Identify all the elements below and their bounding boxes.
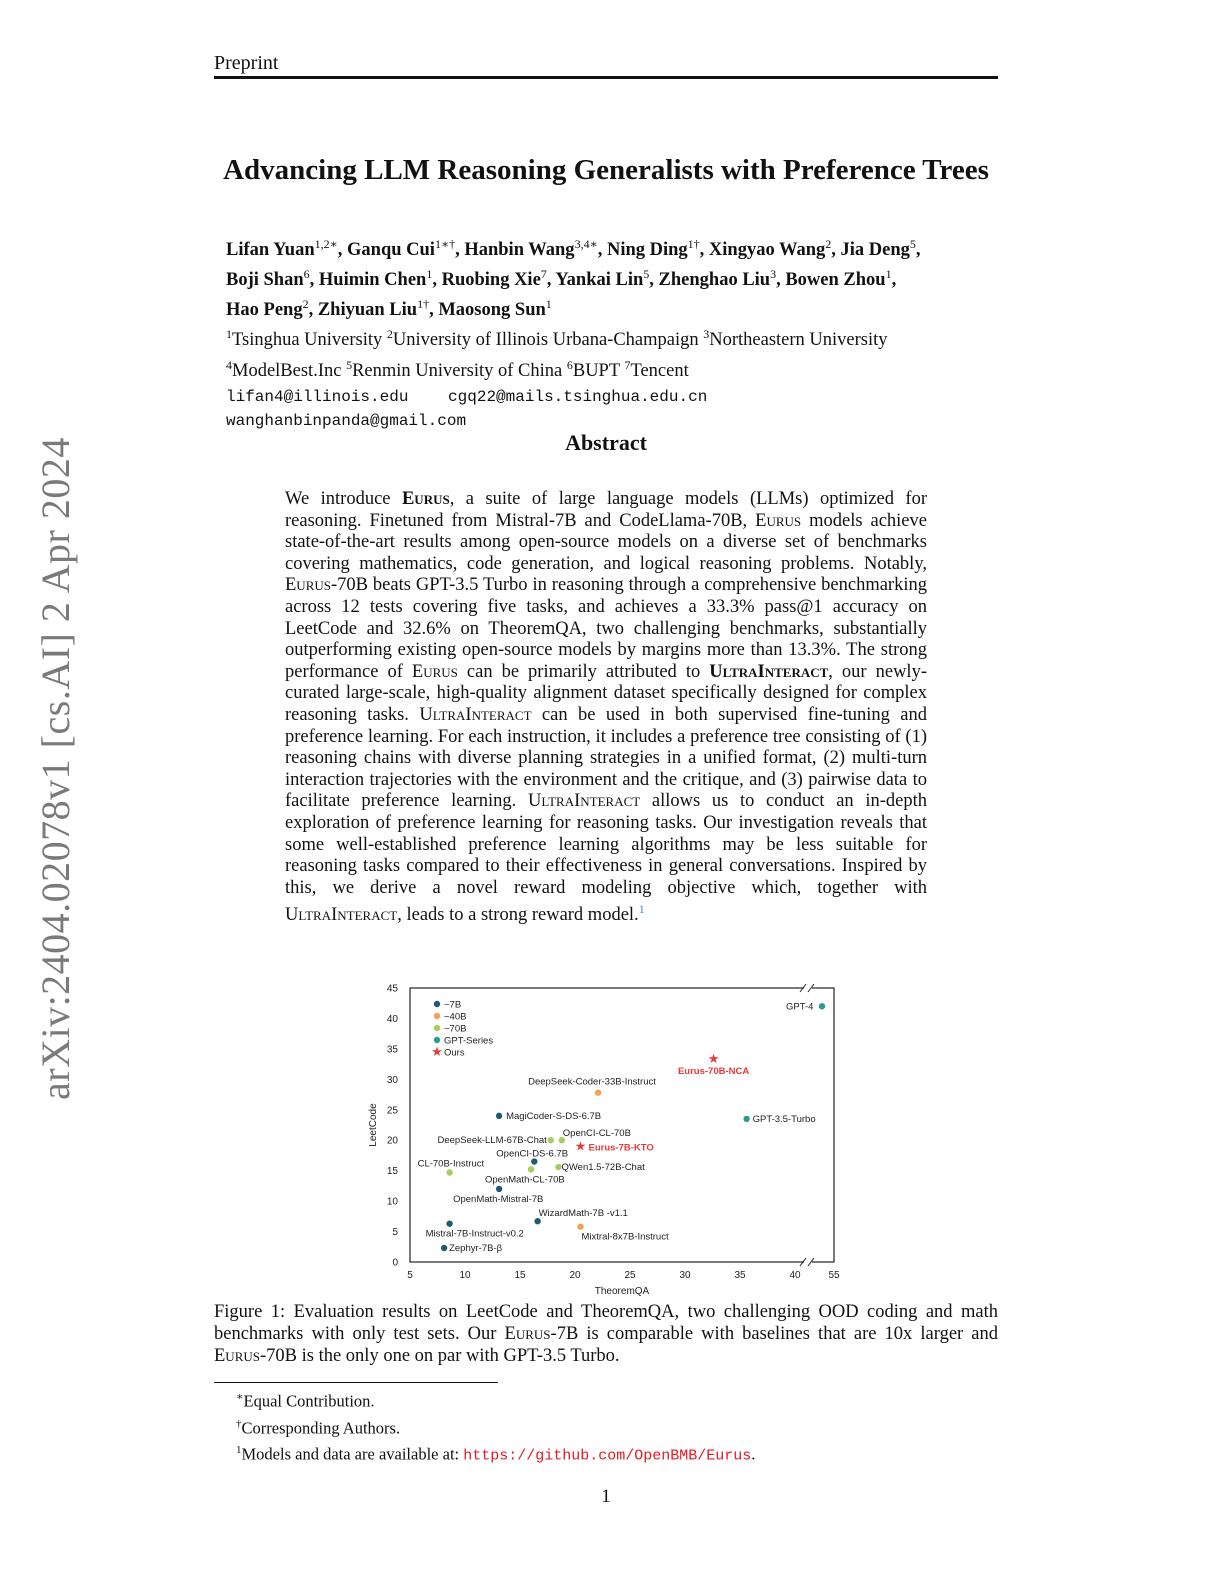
page-number: 1	[601, 1486, 611, 1507]
point-label: OpenCI-CL-70B	[562, 1128, 631, 1140]
affiliation-name: Tsinghua University	[232, 330, 383, 351]
legend-label: GPT-Series	[444, 1035, 494, 1047]
plot-frame	[410, 988, 834, 1262]
author-affiliation-marker: 6	[303, 267, 310, 282]
author-name: Hanbin Wang	[464, 240, 575, 261]
point-label: Mistral-7B-Instruct-v0.2	[425, 1228, 524, 1240]
abstract-text: -70B beats GPT-3.5 Turbo in reasoning through a comprehensive benchmarking across 12 tests covering five tasks, and achieves a 33.3% pass@1 accuracy on LeetCode and 32.6% on TheoremQA, two challenging benchmarks, substantially outperforming existing open-source models by margins more than 13.3%. The strong performance of	[285, 575, 927, 682]
footnote-text: Models and data are available at:	[241, 1444, 464, 1464]
data-point	[446, 1220, 452, 1226]
footnote	[236, 1413, 996, 1440]
x-tick-label: 15	[514, 1270, 526, 1281]
affiliation-marker: 6	[566, 357, 573, 372]
point-label: Zephyr-7B-β	[449, 1242, 503, 1254]
y-axis-label: LeetCode	[368, 1103, 379, 1147]
affiliation-marker: 4	[226, 357, 232, 372]
y-tick-label: 25	[386, 1105, 398, 1117]
small-caps-name: UltraInteract	[709, 661, 829, 682]
footnote-rule	[214, 1382, 498, 1383]
point-label: DeepSeek-Coder-33B-Instruct	[528, 1076, 656, 1088]
abstract-text: We introduce	[285, 489, 402, 509]
x-tick-label: 10	[459, 1270, 471, 1281]
ours-star-point: ★	[574, 1138, 587, 1154]
affiliation-name: University of Illinois Urbana-Champaign	[392, 330, 699, 351]
point-label: MagiCoder-S-DS-6.7B	[506, 1110, 602, 1122]
affiliation-name: Tencent	[630, 360, 689, 381]
x-tick-label: 5	[407, 1270, 413, 1281]
ours-star-point: ★	[707, 1051, 720, 1067]
author-name: Ganqu Cui	[347, 240, 435, 261]
abstract-text: can be primarily attributed to	[457, 661, 710, 682]
small-caps-name: Eurus	[411, 661, 458, 682]
email-list	[226, 385, 1016, 433]
author-name: Ruobing Xie	[441, 270, 541, 291]
x-tick-label: 20	[569, 1270, 581, 1281]
author-affiliation-marker: 3	[770, 267, 777, 282]
author-affiliation-marker: 1	[885, 267, 892, 282]
email-address[interactable]: cgq22@mails.tsinghua.edu.cn	[448, 387, 708, 406]
x-tick-label: 35	[734, 1270, 746, 1281]
y-tick-label: 5	[392, 1227, 398, 1239]
author-block	[226, 232, 1016, 433]
legend-marker	[434, 1025, 440, 1031]
x-tick-label: 25	[624, 1270, 636, 1281]
data-point	[577, 1223, 583, 1229]
affiliation-marker: 5	[346, 357, 353, 372]
caption-text: Figure 1: Evaluation results on LeetCode and TheoremQA, two challenging OOD coding and math benchmarks with only test sets. Our	[214, 1302, 998, 1344]
author-affiliation-marker: 1	[426, 267, 433, 282]
y-tick-label: 40	[386, 1013, 398, 1025]
author-name: Zhenghao Liu	[658, 270, 771, 291]
point-label: DeepSeek-LLM-67B-Chat	[437, 1135, 547, 1147]
point-label: WizardMath-7B -v1.1	[538, 1208, 628, 1220]
point-label: GPT-4	[786, 1001, 814, 1013]
author-affiliation-marker: 1	[545, 297, 552, 312]
footnote-mark: †	[236, 1417, 242, 1430]
data-point	[528, 1166, 534, 1172]
footnote-text: Equal Contribution.	[243, 1391, 375, 1411]
abstract-text: allows us to conduct an in-depth exploration of preference learning for reasoning tasks. Our investigation reveals that some well-established preference learning algorithms may be less suitable for reasoning tasks compared to their effectiveness in general conversations. Inspired by this, we derive a novel reward modeling objective which, together with	[285, 791, 927, 898]
author-affiliation-marker: 5	[643, 267, 650, 282]
paper-title: Advancing LLM Reasoning Generalists with Preference Trees	[223, 154, 989, 186]
legend-marker	[434, 1037, 440, 1043]
author-name: Yankai Lin	[555, 270, 644, 291]
data-point	[496, 1113, 502, 1119]
author-name: Bowen Zhou	[785, 270, 886, 291]
figure-caption	[214, 1301, 998, 1367]
footnote-ref[interactable]: 1	[638, 902, 645, 917]
small-caps-name: Eurus	[214, 1346, 260, 1366]
legend-marker	[434, 1001, 440, 1007]
footnote-mark: 1	[236, 1444, 242, 1456]
author-affiliation-marker: 2	[825, 237, 832, 251]
author-name: Boji Shan	[226, 270, 304, 291]
legend-label: ~40B	[444, 1011, 467, 1023]
footnotes	[236, 1386, 996, 1468]
small-caps-name: UltraInteract	[527, 791, 641, 812]
affiliation-name: Northeastern University	[709, 330, 888, 351]
affiliation-marker: 1	[226, 327, 232, 342]
author-name: Zhiyuan Liu	[317, 300, 418, 321]
legend-marker	[434, 1013, 440, 1019]
data-point	[819, 1003, 825, 1009]
abstract-text: can be used in both supervised fine-tuning and preference learning. For each instruction, it includes a preference tree consisting of (1) reasoning chains with diverse planning strategies in a unified format, (2) multi-turn interaction trajectories with the environment and the critique, and (3) pairwise data to facilitate preference learning.	[285, 704, 927, 812]
y-tick-label: 45	[386, 983, 398, 995]
data-point	[743, 1116, 749, 1122]
y-tick-label: 35	[386, 1044, 398, 1056]
author-affiliation-marker: 2	[302, 297, 309, 312]
x-tick-label: 30	[679, 1270, 691, 1281]
author-name: Lifan Yuan	[226, 240, 315, 261]
abstract-text: models achieve state-of-the-art results among open-source models on a diverse set of benchmarks covering mathematics, code generation, and logical reasoning problems. Notably,	[285, 510, 927, 574]
point-label: QWen1.5-72B-Chat	[561, 1162, 645, 1174]
y-tick-label: 15	[386, 1166, 398, 1178]
author-name: Jia Deng	[840, 240, 910, 261]
affiliation-name: BUPT	[572, 360, 620, 381]
small-caps-name: Eurus	[504, 1324, 551, 1344]
small-caps-name: Eurus	[401, 489, 450, 509]
abstract-body	[285, 489, 927, 927]
small-caps-name: Eurus	[755, 510, 802, 531]
scatter-plot	[362, 980, 852, 1300]
abstract-text: , our newly-curated large-scale, high-quality alignment dataset specifically designed for complex reasoning tasks.	[285, 661, 927, 725]
email-address[interactable]: wanghanbinpanda@gmail.com	[226, 411, 467, 430]
y-tick-label: 20	[386, 1135, 398, 1147]
caption-text: -70B is the only one on par with GPT-3.5 Turbo.	[259, 1346, 620, 1366]
point-label: OpenMath-CL-70B	[485, 1174, 565, 1186]
small-caps-name: Eurus	[285, 575, 331, 596]
footnote-text: .	[751, 1444, 756, 1464]
footnote-text: Corresponding Authors.	[241, 1418, 401, 1437]
point-label: GPT-3.5-Turbo	[752, 1113, 816, 1125]
footnote-mark: ∗	[236, 1391, 244, 1403]
author-line-3: Hao Peng$^2$, Zhiyuan Liu$^{1\dagger}$, Maosong Sun$^1$	[226, 297, 552, 321]
author-affiliation-marker: 1†	[417, 297, 430, 312]
email-address[interactable]: lifan4@illinois.edu	[226, 387, 409, 406]
affiliation-name: ModelBest.Inc	[232, 360, 342, 381]
author-affiliation-marker: 1∗†	[434, 237, 456, 251]
affiliation-marker: 3	[703, 327, 710, 342]
author-line-2: Boji Shan$^6$, Huimin Chen$^1$, Ruobing Xie$^7$, Yankai Lin$^5$, Zhenghao Liu$^3$, Bowen Zhou$^1$,	[226, 267, 897, 291]
point-label: CL-70B-Instruct	[417, 1158, 485, 1170]
abstract-text: , a suite of large language models (LLMs) optimized for reasoning. Finetuned from Mistral-7B and CodeLlama-70B,	[285, 489, 927, 531]
author-name: Xingyao Wang	[708, 240, 826, 261]
point-label: OpenCI-DS-6.7B	[496, 1148, 569, 1160]
abstract-text: , leads to a strong reward model.	[397, 905, 639, 926]
footnote	[236, 1386, 996, 1413]
data-point	[595, 1090, 601, 1096]
figure-1-chart	[362, 980, 852, 1300]
data-point	[441, 1245, 447, 1251]
affiliation-line-1	[226, 322, 1016, 352]
affiliation-marker: 2	[386, 327, 393, 342]
y-tick-label: 10	[386, 1196, 398, 1208]
legend-label: Ours	[444, 1047, 465, 1059]
x-axis-label: TheoremQA	[594, 1286, 650, 1297]
data-point	[496, 1186, 502, 1192]
caption-text: -7B is comparable with baselines that are 10x larger and	[550, 1324, 998, 1344]
running-head: Preprint	[214, 52, 279, 74]
point-label: Mixtral-8x7B-Instruct	[581, 1231, 669, 1243]
affiliation-marker: 7	[624, 357, 631, 372]
data-point	[446, 1169, 452, 1175]
legend-label: ~70B	[444, 1023, 467, 1035]
author-affiliation-marker: 5	[909, 237, 916, 251]
repository-link[interactable]: https://github.com/OpenBMB/Eurus	[463, 1447, 752, 1465]
author-name: Hao Peng	[226, 300, 303, 321]
point-label: Eurus-70B-NCA	[677, 1066, 750, 1078]
author-name: Maosong Sun	[438, 300, 546, 321]
small-caps-name: UltraInteract	[285, 905, 398, 926]
affiliation-line-2	[226, 353, 1016, 383]
arxiv-identifier: arXiv:2404.02078v1 [cs.AI] 2 Apr 2024	[33, 437, 78, 1100]
point-label: OpenMath-Mistral-7B	[453, 1193, 544, 1205]
author-name: Ning Ding	[606, 240, 688, 261]
y-tick-label: 0	[392, 1257, 398, 1269]
point-label: Eurus-7B-KTO	[588, 1142, 654, 1154]
author-affiliation-marker: 3,4∗	[574, 237, 598, 251]
header-rule	[214, 76, 998, 79]
author-affiliation-marker: 1,2∗	[314, 237, 338, 251]
author-name: Huimin Chen	[318, 270, 427, 291]
affiliation-name: Renmin University of China	[352, 360, 563, 381]
x-tick-label: 55	[828, 1270, 840, 1281]
legend-marker: ★	[431, 1044, 443, 1059]
data-point	[548, 1137, 554, 1143]
footnote	[236, 1439, 996, 1468]
x-tick-label: 40	[789, 1270, 801, 1281]
legend-label: ~7B	[444, 999, 462, 1011]
abstract-heading: Abstract	[565, 430, 647, 455]
author-line-1: Lifan Yuan$^{1,2∗}$, Ganqu Cui$^{1∗\dagger}$, Hanbin Wang$^{3,4∗}$, Ning Ding$^{1\dagger}$, Xingyao Wang$^2$, Jia Deng$^5$,	[226, 237, 921, 261]
author-affiliation-marker: 1†	[687, 237, 700, 251]
author-affiliation-marker: 7	[540, 267, 547, 282]
small-caps-name: UltraInteract	[419, 704, 532, 725]
y-tick-label: 30	[386, 1074, 398, 1086]
